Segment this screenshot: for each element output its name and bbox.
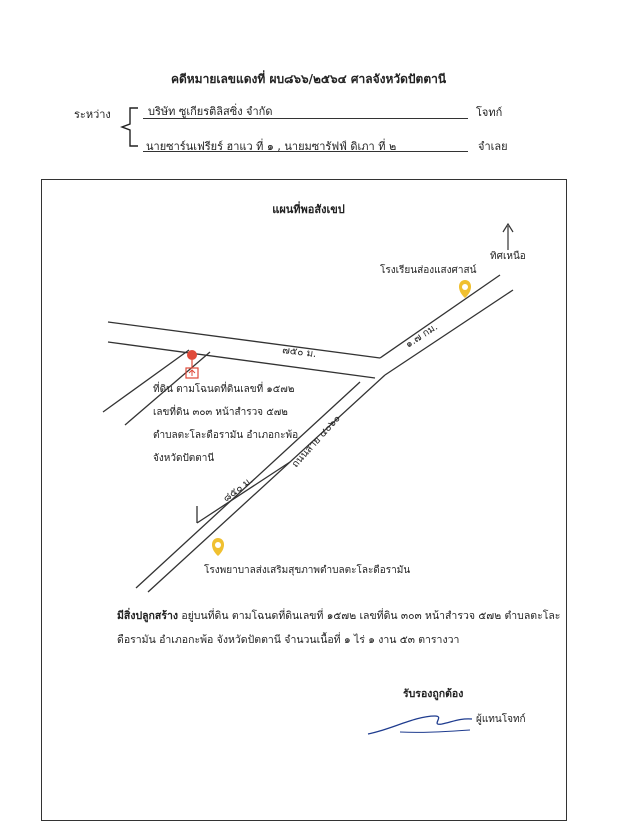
road-750-top-edge: [108, 322, 380, 361]
hospital-pin-icon: [212, 538, 224, 556]
hospital-label: โรงพยาบาลส่งเสริมสุขภาพตำบลตะโละดือรามัน: [204, 565, 411, 576]
defendant-role: จำเลย: [478, 140, 508, 153]
plot-desc-line: เลขที่ดิน ๓๐๓ หน้าสำรวจ ๕๗๒: [153, 407, 288, 418]
road-750-bottom-edge: [108, 342, 375, 378]
plot-desc-line: จังหวัดปัตตานี: [153, 453, 215, 464]
plot-desc-line: ตำบลตะโละดือรามัน อำเภอกะพ้อ: [153, 430, 299, 441]
school-label: โรงเรียนส่องแสงศาสน์: [380, 265, 477, 276]
road-17km-top-edge: [380, 275, 500, 358]
plot-desc-line: ที่ดิน ตามโฉนดที่ดินเลขที่ ๑๕๗๒: [153, 384, 295, 395]
case-title: คดีหมายเลขแดงที่ ผบ๘๖๖/๒๕๖๔ ศาลจังหวัดปัตตานี: [170, 72, 447, 86]
plot-description: [153, 378, 298, 470]
between-label: ระหว่าง: [74, 108, 111, 121]
building-label: มีสิ่งปลูกสร้าง: [117, 610, 178, 622]
school-pin-icon: [459, 280, 471, 298]
defendant-names: นายซาร์นเฟรียร์ ฮาแว ที่ ๑ , นายมซารัฟฟ์ ดิเภา ที่ ๒: [146, 140, 397, 153]
building-description: อยู่บนที่ดิน ตามโฉนดที่ดินเลขที่ ๑๕๗๒ เลขที่ดิน ๓๐๓ หน้าสำรวจ ๕๗๒ ตำบลตะโละดือรามัน อำเภอกะพ้อ จังหวัดปัตตานี จำนวนเนื้อที่ ๑ ไร่ ๑ งาน ๕๓ ตารางวา: [117, 610, 561, 646]
road-4060-label: ถนนสาย ๔๐๖๐: [290, 413, 343, 471]
distance-750-label: ๗๕๐ ม.: [281, 345, 317, 361]
north-label: ทิศเหนือ: [490, 251, 526, 262]
distance-1-7km-label: ๑.๗ กม.: [403, 321, 440, 351]
road-17km-bottom-edge: [385, 290, 513, 375]
plaintiff-name: บริษัท ซูเกียรติลิสซิ่ง จำกัด: [148, 105, 273, 118]
signature-image: [360, 706, 475, 740]
signer-label: ผู้แทนโจทก์: [476, 714, 526, 725]
certify-label: รับรองถูกต้อง: [403, 688, 464, 700]
distance-850-label: ๘๕๐ ม.: [221, 474, 256, 505]
building-paragraph: [117, 604, 562, 652]
map-title: แผนที่พอสังเขป: [272, 203, 345, 216]
plaintiff-role: โจทก์: [476, 106, 503, 119]
